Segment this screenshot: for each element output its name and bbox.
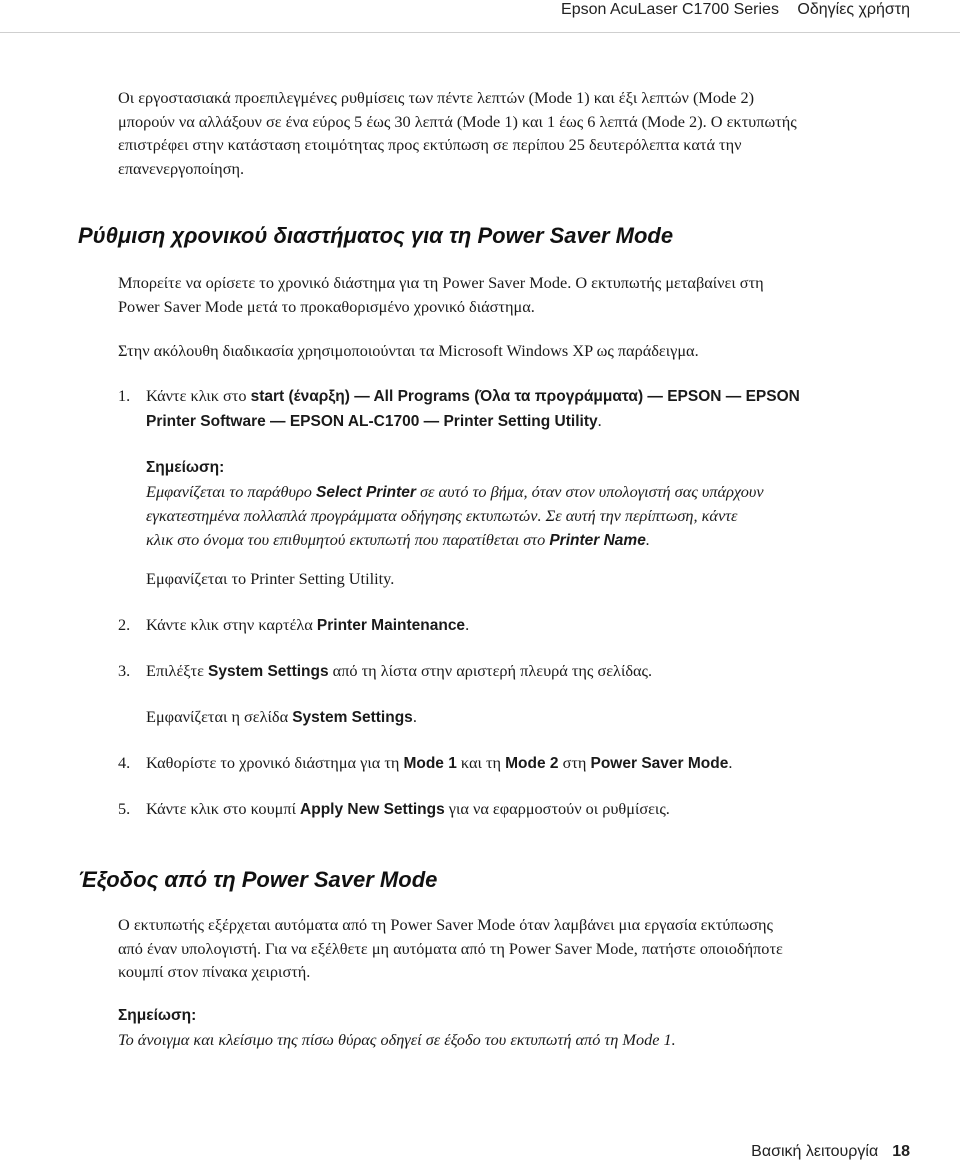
menu-path-cont: Printer Software — EPSON AL-C1700 — Printer Setting Utility bbox=[146, 412, 598, 430]
step-number: 1. bbox=[118, 386, 131, 405]
step-text: Κάντε κλικ στο start (έναρξη) — All Programs (Όλα τα προγράμματα) — EPSON — EPSON Printer Software — EPSON AL-C1700 — Printer Setting Utility. bbox=[146, 386, 800, 430]
menu-path: start (έναρξη) — All Programs (Όλα τα προγράμματα) — EPSON — EPSON bbox=[250, 388, 800, 405]
note-rear-door: Σημείωση: Το άνοιγμα και κλείσιμο της πίσω θύρας οδηγεί σε έξοδο του εκτυπωτή από τη Mode 1. bbox=[118, 1007, 676, 1049]
page-header bbox=[561, 0, 910, 20]
footer-section: Βασική λειτουργία bbox=[751, 1143, 879, 1160]
page-footer bbox=[751, 1143, 910, 1161]
note-select-printer: Σημείωση: Εμφανίζεται το παράθυρο Select Printer σε αυτό το βήμα, όταν στον υπολογιστή σας υπάρχουν εγκατεστημένα πολλαπλά προγράμματα οδήγησης εκτυπωτών. Σε αυτή την περίπτωση, κάντε κλικ στο όνομα του επιθυμητού εκτυπωτή που παρατίθεται στο Printer Name. bbox=[146, 459, 764, 549]
header-product: Epson AcuLaser C1700 Series bbox=[561, 1, 779, 18]
step3-result: Εμφανίζεται η σελίδα System Settings. bbox=[146, 707, 417, 726]
note-label: Σημείωση: bbox=[146, 459, 225, 476]
page-number: 18 bbox=[892, 1143, 910, 1160]
section-title-timer: Ρύθμιση χρονικού διαστήματος για τη Power Saver Mode bbox=[78, 223, 674, 248]
step1-result: Εμφανίζεται το Printer Setting Utility. bbox=[146, 569, 395, 588]
section1-paragraph: Μπορείτε να ορίσετε το χρονικό διάστημα για τη Power Saver Mode. Ο εκτυπωτής μεταβαίνει στη Power Saver Mode μετά το προκαθορισμένο χρονικό διάστημα. bbox=[118, 273, 764, 316]
intro-paragraph: Οι εργοστασιακά προεπιλεγμένες ρυθμίσεις των πέντε λεπτών (Mode 1) και έξι λεπτών (Mode 2) μπορούν να αλλάξουν σε ένα εύρος 5 έως 30 λεπτά (Mode 1) και 1 έως 6 λεπτά (Mode 2). Ο εκτυπωτής επιστρέφει στην κατάσταση ετοιμότητας προς εκτύπωση σε περίπου 25 δευτερόλεπτα κατά την επανενεργοποίηση. bbox=[118, 88, 797, 178]
section2-paragraph: Ο εκτυπωτής εξέρχεται αυτόματα από τη Power Saver Mode όταν λαμβάνει μια εργασία εκτύπωσης από έναν υπολογιστή. Για να εξέλθετε μη αυτόματα από τη Power Saver Mode, πατήστε οποιοδήποτε κουμπί στον πίνακα χειριστή. bbox=[118, 915, 783, 981]
section1-example-note: Στην ακόλουθη διαδικασία χρησιμοποιούνται τα Microsoft Windows XP ως παράδειγμα. bbox=[118, 341, 699, 360]
header-rule bbox=[0, 32, 960, 33]
note-label: Σημείωση: bbox=[118, 1007, 197, 1024]
header-guide: Οδηγίες χρήστη bbox=[797, 1, 910, 18]
section-title-exit: Έξοδος από τη Power Saver Mode bbox=[78, 867, 438, 892]
